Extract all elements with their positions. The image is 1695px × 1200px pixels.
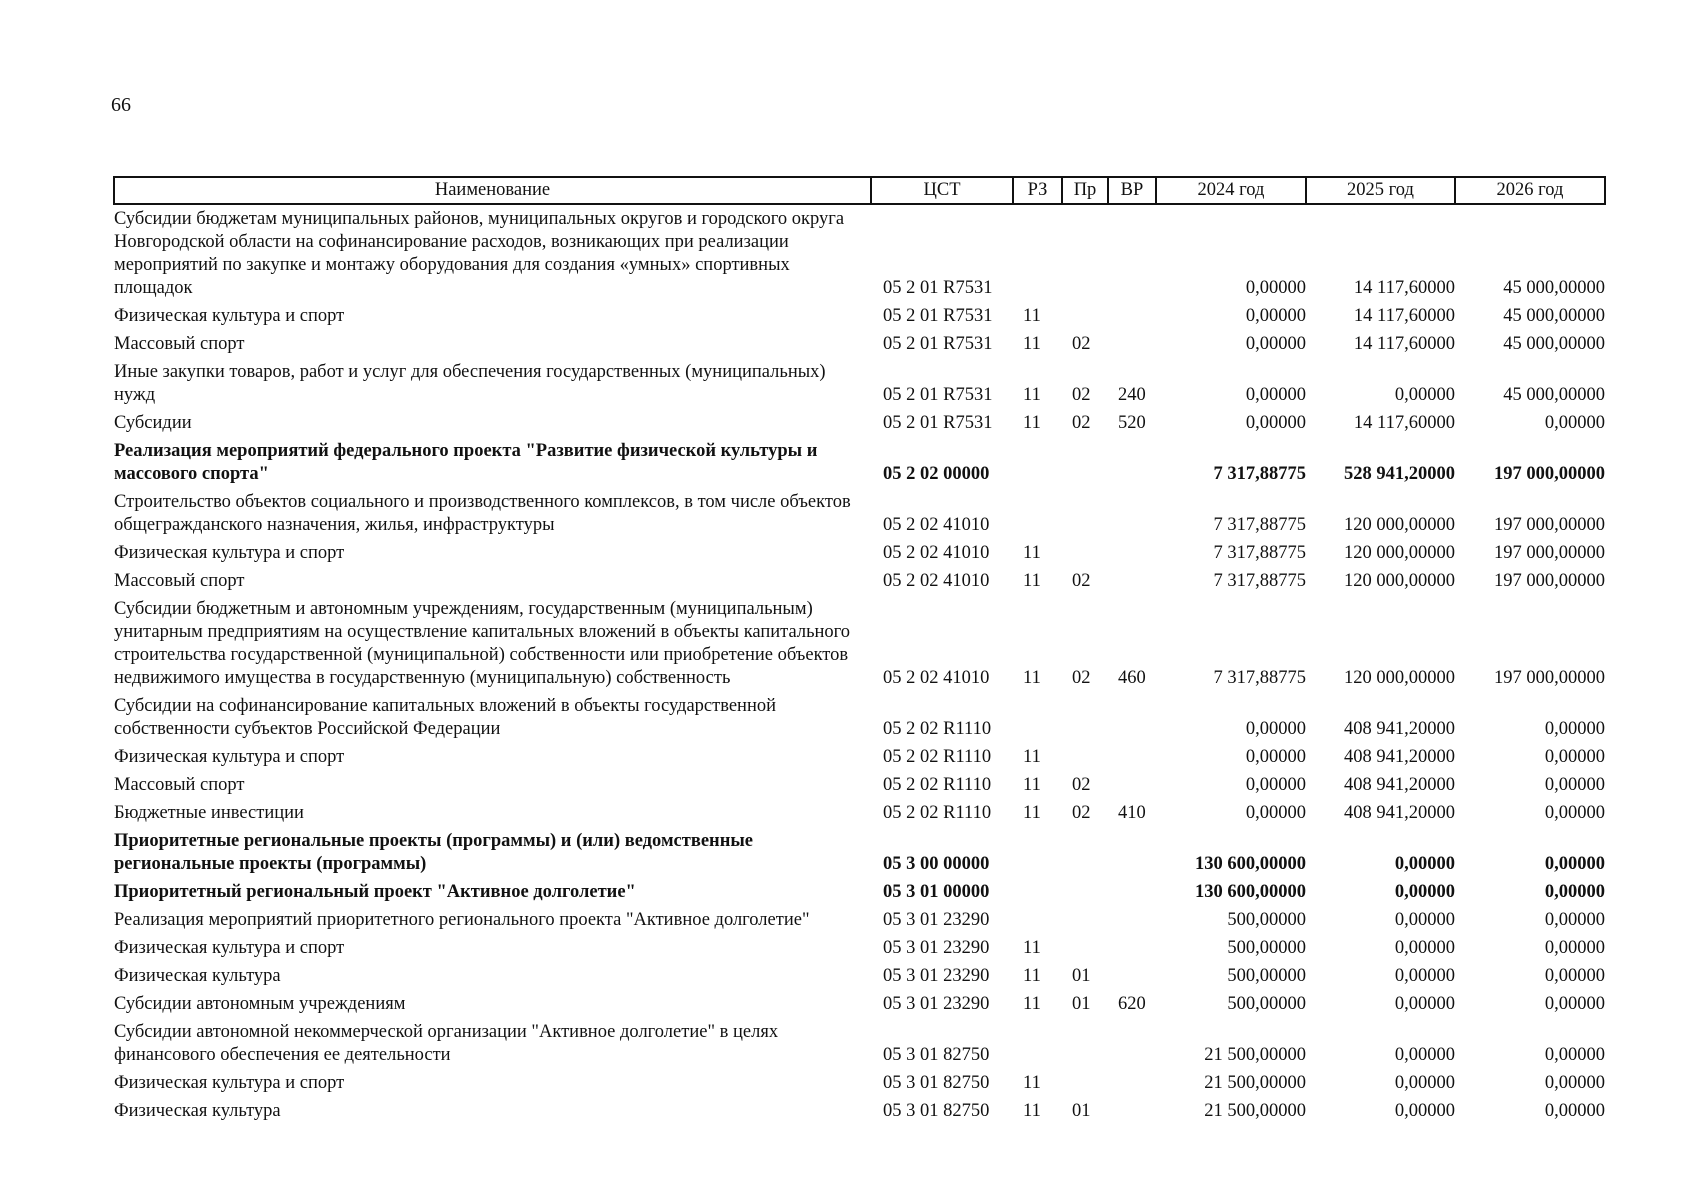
cell-2025: 120 000,00000 (1344, 668, 1455, 688)
cell-cst: 05 3 01 23290 (883, 938, 990, 958)
cell-2025: 120 000,00000 (1344, 515, 1455, 535)
cell-rz: 11 (1023, 775, 1041, 795)
cell-2025: 14 117,60000 (1353, 413, 1455, 433)
cell-rz: 11 (1023, 803, 1041, 823)
cell-pr (1062, 1069, 1108, 1097)
cell-rz: 11 (1023, 966, 1041, 986)
cell-2024: 7 317,88775 (1213, 464, 1306, 484)
cell-rz (1013, 1018, 1062, 1069)
cell-2026: 0,00000 (1544, 882, 1605, 902)
cell-vr (1108, 204, 1156, 302)
cell-2026: 0,00000 (1544, 910, 1605, 930)
cell-2026: 0,00000 (1544, 966, 1605, 986)
table-row (114, 539, 1605, 567)
cell-2026: 45 000,00000 (1503, 334, 1605, 354)
cell-2025: 0,00000 (1394, 994, 1455, 1014)
table-row (114, 692, 1605, 743)
cell-vr (1108, 743, 1156, 771)
cell-2025: 0,00000 (1394, 966, 1455, 986)
cell-name: Субсидии бюджетным и автономным учреждениям, государственным (муниципальным) унитарным предприятиям на осуществление капитальных вложений в объекты капитального строительства государственной (муниципальной) собственности или приобретение объектов недвижимого имущества в государственную (муниципальную) собственность (114, 599, 851, 688)
cell-2024: 0,00000 (1245, 278, 1306, 298)
cell-cst: 05 2 01 R7531 (883, 334, 993, 354)
cell-name: Приоритетные региональные проекты (программы) и (или) ведомственные региональные проекты (программы) (114, 831, 754, 874)
cell-pr: 01 (1072, 966, 1091, 986)
cell-vr (1108, 539, 1156, 567)
cell-pr (1062, 539, 1108, 567)
cell-name: Иные закупки товаров, работ и услуг для обеспечения государственных (муниципальных) нужд (114, 362, 826, 405)
cell-2025: 408 941,20000 (1344, 719, 1455, 739)
cell-2026: 0,00000 (1544, 413, 1605, 433)
cell-vr (1108, 771, 1156, 799)
cell-cst: 05 2 02 R1110 (883, 719, 992, 739)
cell-2025: 0,00000 (1394, 1073, 1455, 1093)
cell-2026: 197 000,00000 (1494, 515, 1605, 535)
cell-pr (1062, 906, 1108, 934)
cell-cst: 05 3 01 82750 (883, 1073, 990, 1093)
cell-rz (1013, 437, 1062, 488)
cell-vr (1108, 567, 1156, 595)
cell-vr (1108, 488, 1156, 539)
column-header-name: Наименование (114, 177, 871, 204)
table-row (114, 595, 1605, 692)
cell-vr (1108, 302, 1156, 330)
cell-2025: 0,00000 (1394, 938, 1455, 958)
cell-2026: 45 000,00000 (1503, 278, 1605, 298)
table-row (114, 743, 1605, 771)
cell-rz: 11 (1023, 668, 1041, 688)
cell-name: Физическая культура и спорт (114, 543, 345, 563)
cell-cst: 05 2 01 R7531 (883, 278, 993, 298)
cell-2025: 14 117,60000 (1353, 306, 1455, 326)
table-row (114, 1018, 1605, 1069)
cell-pr (1062, 437, 1108, 488)
cell-2024: 0,00000 (1245, 719, 1306, 739)
cell-rz (1013, 906, 1062, 934)
cell-2026: 0,00000 (1544, 994, 1605, 1014)
cell-2026: 0,00000 (1544, 775, 1605, 795)
cell-2024: 500,00000 (1227, 910, 1306, 930)
cell-2026: 45 000,00000 (1503, 306, 1605, 326)
cell-pr (1062, 302, 1108, 330)
cell-name: Реализация мероприятий приоритетного регионального проекта "Активное долголетие" (114, 910, 810, 930)
table-header-row (114, 177, 1605, 204)
cell-vr: 520 (1118, 413, 1146, 433)
cell-name: Реализация мероприятий федерального проекта "Развитие физической культуры и массового спорта" (114, 441, 818, 484)
cell-cst: 05 2 02 41010 (883, 668, 990, 688)
cell-rz: 11 (1023, 994, 1041, 1014)
cell-cst: 05 2 02 41010 (883, 515, 990, 535)
cell-pr (1062, 1018, 1108, 1069)
cell-pr: 02 (1072, 571, 1091, 591)
cell-cst: 05 3 01 23290 (883, 966, 990, 986)
cell-2024: 7 317,88775 (1213, 668, 1306, 688)
table-row (114, 330, 1605, 358)
cell-name: Физическая культура и спорт (114, 1073, 345, 1093)
cell-rz: 11 (1023, 938, 1041, 958)
cell-pr: 02 (1072, 334, 1091, 354)
cell-pr: 02 (1072, 775, 1091, 795)
cell-2024: 7 317,88775 (1213, 543, 1306, 563)
table-row (114, 1069, 1605, 1097)
cell-cst: 05 2 01 R7531 (883, 385, 993, 405)
cell-vr (1108, 906, 1156, 934)
cell-pr: 01 (1072, 994, 1091, 1014)
cell-rz (1013, 488, 1062, 539)
cell-rz: 11 (1023, 543, 1041, 563)
cell-cst: 05 3 00 00000 (883, 854, 990, 874)
cell-2025: 408 941,20000 (1344, 803, 1455, 823)
cell-cst: 05 2 02 R1110 (883, 803, 992, 823)
table-row (114, 990, 1605, 1018)
cell-2025: 14 117,60000 (1353, 334, 1455, 354)
cell-cst: 05 2 02 R1110 (883, 747, 992, 767)
table-row (114, 1097, 1605, 1125)
cell-cst: 05 3 01 23290 (883, 994, 990, 1014)
cell-name: Физическая культура и спорт (114, 306, 345, 326)
cell-pr: 02 (1072, 668, 1091, 688)
cell-name: Приоритетный региональный проект "Активное долголетие" (114, 882, 636, 902)
cell-2024: 7 317,88775 (1213, 571, 1306, 591)
cell-2024: 0,00000 (1245, 747, 1306, 767)
cell-vr (1108, 1069, 1156, 1097)
cell-vr (1108, 692, 1156, 743)
cell-rz (1013, 827, 1062, 878)
cell-name: Физическая культура и спорт (114, 747, 345, 767)
cell-2026: 0,00000 (1544, 803, 1605, 823)
cell-2026: 0,00000 (1544, 1073, 1605, 1093)
cell-2024: 0,00000 (1245, 803, 1306, 823)
cell-name: Субсидии бюджетам муниципальных районов, муниципальных округов и городского округа Новгородской области на софинансирование расходов, возникающих при реализации мероприятий по закупке и монтажу оборудования для создания «умных» спортивных площадок (114, 209, 845, 298)
cell-cst: 05 2 01 R7531 (883, 306, 993, 326)
cell-name: Бюджетные инвестиции (114, 803, 304, 823)
cell-2026: 197 000,00000 (1494, 571, 1605, 591)
cell-vr: 410 (1118, 803, 1146, 823)
cell-name: Массовый спорт (114, 775, 245, 795)
cell-rz: 11 (1023, 306, 1041, 326)
table-row (114, 934, 1605, 962)
cell-vr (1108, 330, 1156, 358)
cell-2026: 0,00000 (1544, 719, 1605, 739)
cell-2026: 0,00000 (1544, 938, 1605, 958)
cell-cst: 05 2 02 41010 (883, 571, 990, 591)
cell-vr (1108, 1018, 1156, 1069)
cell-2025: 14 117,60000 (1353, 278, 1455, 298)
table-row (114, 488, 1605, 539)
table-row (114, 437, 1605, 488)
table-body (114, 204, 1605, 1125)
cell-2026: 0,00000 (1544, 854, 1605, 874)
cell-cst: 05 3 01 82750 (883, 1101, 990, 1121)
cell-2026: 45 000,00000 (1503, 385, 1605, 405)
table-row (114, 204, 1605, 302)
cell-rz: 11 (1023, 334, 1041, 354)
table-row (114, 906, 1605, 934)
cell-name: Массовый спорт (114, 334, 245, 354)
cell-cst: 05 3 01 00000 (883, 882, 990, 902)
cell-2025: 408 941,20000 (1344, 775, 1455, 795)
cell-2025: 528 941,20000 (1344, 464, 1455, 484)
cell-2025: 408 941,20000 (1344, 747, 1455, 767)
table-row (114, 799, 1605, 827)
cell-rz: 11 (1023, 1101, 1041, 1121)
cell-2025: 0,00000 (1394, 854, 1455, 874)
table-row (114, 567, 1605, 595)
cell-2026: 0,00000 (1544, 1045, 1605, 1065)
column-header-cst: ЦСТ (871, 177, 1013, 204)
cell-cst: 05 2 02 R1110 (883, 775, 992, 795)
cell-pr: 02 (1072, 803, 1091, 823)
cell-pr (1062, 488, 1108, 539)
cell-name: Физическая культура и спорт (114, 938, 345, 958)
cell-2026: 0,00000 (1544, 747, 1605, 767)
cell-cst: 05 2 02 41010 (883, 543, 990, 563)
cell-pr: 01 (1072, 1101, 1091, 1121)
cell-2025: 0,00000 (1394, 882, 1455, 902)
table-row (114, 962, 1605, 990)
column-header-2024: 2024 год (1156, 177, 1306, 204)
cell-cst: 05 3 01 82750 (883, 1045, 990, 1065)
cell-2024: 500,00000 (1227, 938, 1306, 958)
cell-vr (1108, 934, 1156, 962)
cell-name: Субсидии автономной некоммерческой организации "Активное долголетие" в целях финансового обеспечения ее деятельности (114, 1022, 779, 1065)
cell-pr: 02 (1072, 413, 1091, 433)
cell-name: Субсидии (114, 413, 192, 433)
column-header-vr: ВР (1108, 177, 1156, 204)
cell-2024: 21 500,00000 (1204, 1073, 1306, 1093)
cell-name: Физическая культура (114, 966, 281, 986)
cell-2024: 0,00000 (1245, 334, 1306, 354)
cell-2024: 21 500,00000 (1204, 1101, 1306, 1121)
cell-2025: 0,00000 (1394, 1045, 1455, 1065)
table-row (114, 827, 1605, 878)
cell-pr (1062, 743, 1108, 771)
table-row (114, 358, 1605, 409)
cell-2026: 0,00000 (1544, 1101, 1605, 1121)
cell-cst: 05 3 01 23290 (883, 910, 990, 930)
column-header-rz: РЗ (1013, 177, 1062, 204)
cell-rz: 11 (1023, 1073, 1041, 1093)
table-row (114, 878, 1605, 906)
cell-cst: 05 2 01 R7531 (883, 413, 993, 433)
cell-name: Массовый спорт (114, 571, 245, 591)
cell-rz: 11 (1023, 747, 1041, 767)
cell-rz: 11 (1023, 385, 1041, 405)
cell-pr (1062, 692, 1108, 743)
cell-rz (1013, 204, 1062, 302)
column-header-2026: 2026 год (1455, 177, 1605, 204)
cell-vr (1108, 437, 1156, 488)
cell-rz (1013, 692, 1062, 743)
cell-2024: 500,00000 (1227, 994, 1306, 1014)
table-row (114, 302, 1605, 330)
cell-2026: 197 000,00000 (1494, 668, 1605, 688)
column-header-pr: Пр (1062, 177, 1108, 204)
cell-2026: 197 000,00000 (1494, 543, 1605, 563)
cell-pr (1062, 204, 1108, 302)
cell-name: Субсидии автономным учреждениям (114, 994, 406, 1014)
cell-2024: 0,00000 (1245, 775, 1306, 795)
cell-name: Строительство объектов социального и производственного комплексов, в том числе объектов общегражданского назначения, жилья, инфраструктуры (114, 492, 851, 535)
cell-2025: 0,00000 (1394, 385, 1455, 405)
table-row (114, 771, 1605, 799)
cell-vr (1108, 1097, 1156, 1125)
cell-2025: 120 000,00000 (1344, 543, 1455, 563)
cell-pr: 02 (1072, 385, 1091, 405)
cell-2024: 0,00000 (1245, 385, 1306, 405)
cell-2024: 500,00000 (1227, 966, 1306, 986)
cell-2024: 130 600,00000 (1195, 882, 1306, 902)
cell-name: Субсидии на софинансирование капитальных вложений в объекты государственной собственности субъектов Российской Федерации (114, 696, 776, 739)
cell-rz: 11 (1023, 571, 1041, 591)
cell-vr (1108, 878, 1156, 906)
cell-2025: 120 000,00000 (1344, 571, 1455, 591)
cell-2024: 130 600,00000 (1195, 854, 1306, 874)
budget-table (113, 176, 1606, 1125)
cell-2024: 21 500,00000 (1204, 1045, 1306, 1065)
cell-name: Физическая культура (114, 1101, 281, 1121)
cell-vr: 240 (1118, 385, 1146, 405)
cell-pr (1062, 878, 1108, 906)
cell-2024: 7 317,88775 (1213, 515, 1306, 535)
cell-pr (1062, 827, 1108, 878)
cell-pr (1062, 934, 1108, 962)
cell-vr: 620 (1118, 994, 1146, 1014)
cell-2024: 0,00000 (1245, 413, 1306, 433)
cell-2024: 0,00000 (1245, 306, 1306, 326)
cell-rz: 11 (1023, 413, 1041, 433)
column-header-2025: 2025 год (1306, 177, 1455, 204)
cell-2026: 197 000,00000 (1494, 464, 1605, 484)
table-row (114, 409, 1605, 437)
cell-2025: 0,00000 (1394, 1101, 1455, 1121)
cell-vr: 460 (1118, 668, 1146, 688)
cell-vr (1108, 962, 1156, 990)
cell-2025: 0,00000 (1394, 910, 1455, 930)
cell-cst: 05 2 02 00000 (883, 464, 990, 484)
cell-rz (1013, 878, 1062, 906)
page-number: 66 (111, 94, 131, 116)
cell-vr (1108, 827, 1156, 878)
